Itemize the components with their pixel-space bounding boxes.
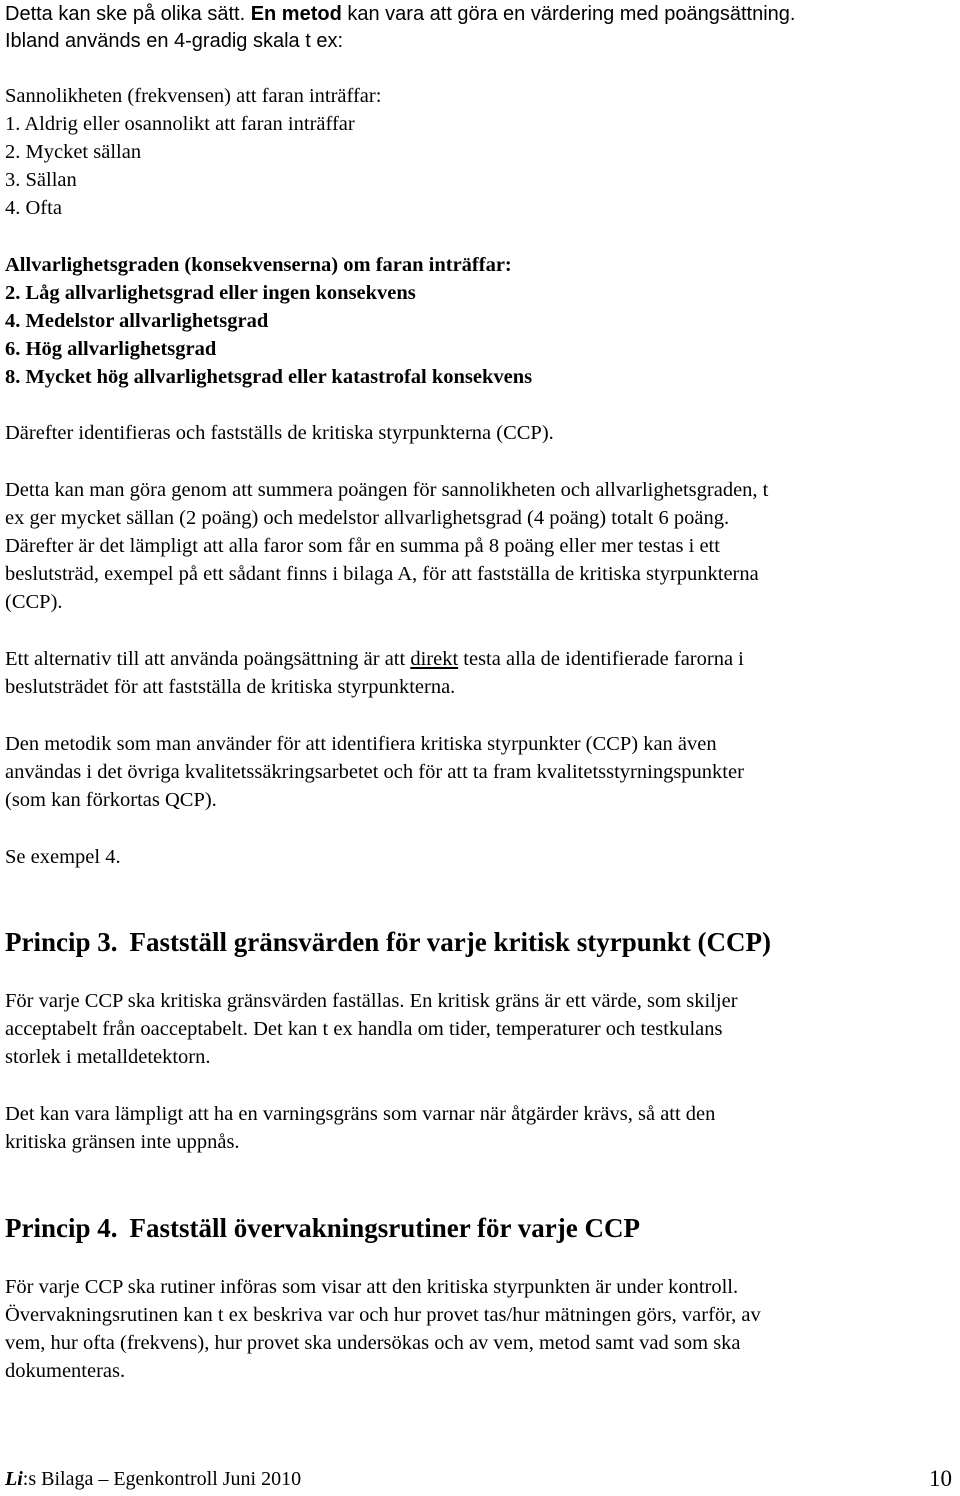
severity-item: 8. Mycket hög allvarlighetsgrad eller katastrofal konsekvens — [5, 366, 533, 388]
intro-text: Detta kan ske på olika sätt. — [5, 3, 251, 25]
severity-item: 6. Hög allvarlighetsgrad — [5, 338, 217, 360]
alternative-paragraph-line — [5, 645, 744, 673]
principle-3-title: Fastställ gränsvärden för varje kritisk styrpunkt (CCP) — [129, 927, 771, 957]
likelihood-item: 2. Mycket sällan — [5, 141, 142, 163]
page-number: 10 — [929, 1466, 952, 1491]
principle-4-paragraph-line: vem, hur ofta (frekvens), hur provet ska undersökas och av vem, metod samt vad som ska — [5, 1332, 741, 1354]
sum-paragraph-line: Därefter är det lämpligt att alla faror som får en summa på 8 poäng eller mer testas i ett — [5, 535, 720, 557]
sum-paragraph-line: ex ger mycket sällan (2 poäng) och medelstor allvarlighetsgrad (4 poäng) totalt 6 poäng. — [5, 507, 730, 529]
principle-3-paragraph-line: storlek i metalldetektorn. — [5, 1046, 211, 1068]
likelihood-heading: Sannolikheten (frekvensen) att faran inträffar: — [5, 85, 382, 107]
intro-text-cont: kan vara att göra en värdering med poängsättning. — [341, 3, 796, 25]
severity-item: 4. Medelstor allvarlighetsgrad — [5, 310, 269, 332]
alternative-text: Ett alternativ till att använda poängsättning är att — [5, 648, 411, 670]
principle-4-paragraph-line: Övervakningsrutinen kan t ex beskriva var och hur provet tas/hur mätningen görs, varför, av — [5, 1304, 761, 1326]
principle-3-number: Princip 3. — [5, 927, 118, 957]
sum-paragraph-line: beslutsträd, exempel på ett sådant finns i bilaga A, för att fastställa de kritiska styrpunkterna — [5, 563, 759, 585]
likelihood-item: 1. Aldrig eller osannolikt att faran inträffar — [5, 113, 355, 135]
principle-3-paragraph-line: acceptabelt från oacceptabelt. Det kan t ex handla om tider, temperaturer och testkulans — [5, 1018, 723, 1040]
identify-paragraph: Därefter identifieras och fastställs de kritiska styrpunkterna (CCP). — [5, 422, 554, 444]
see-example: Se exempel 4. — [5, 846, 121, 868]
method-paragraph-line: (som kan förkortas QCP). — [5, 789, 217, 811]
principle-4-number: Princip 4. — [5, 1213, 118, 1243]
likelihood-item: 4. Ofta — [5, 197, 62, 219]
principle-3-heading — [5, 925, 771, 959]
likelihood-item: 3. Sällan — [5, 169, 77, 191]
principle-3-paragraph-line: Det kan vara lämpligt att ha en varningsgräns som varnar när åtgärder krävs, så att den — [5, 1103, 716, 1125]
method-paragraph-line: Den metodik som man använder för att identifiera kritiska styrpunkter (CCP) kan även — [5, 733, 717, 755]
footer-brand-italic: Li — [5, 1468, 23, 1490]
principle-3-paragraph-line: kritiska gränsen inte uppnås. — [5, 1131, 240, 1153]
intro-line-1 — [5, 0, 795, 28]
severity-item: 2. Låg allvarlighetsgrad eller ingen konsekvens — [5, 282, 416, 304]
principle-3-paragraph-line: För varje CCP ska kritiska gränsvärden faställas. En kritisk gräns är ett värde, som skiljer — [5, 990, 738, 1012]
principle-4-heading — [5, 1211, 640, 1245]
underlined-word: direkt — [410, 648, 459, 670]
intro-line-2: Ibland används en 4-gradig skala t ex: — [5, 30, 343, 52]
alternative-text-cont: testa alla de identifierade farorna i — [458, 648, 744, 670]
principle-4-title: Fastställ övervakningsrutiner för varje CCP — [129, 1213, 640, 1243]
footer-brand-text: :s Bilaga – Egenkontroll Juni 2010 — [22, 1468, 302, 1490]
method-paragraph-line: användas i det övriga kvalitetssäkringsarbetet och för att ta fram kvalitetsstyrningspunkter — [5, 761, 744, 783]
sum-paragraph-line: Detta kan man göra genom att summera poängen för sannolikheten och allvarlighetsgraden, t — [5, 479, 769, 501]
alternative-paragraph-line: beslutsträdet för att fastställa de kritiska styrpunkterna. — [5, 676, 456, 698]
intro-bold-text: En metod — [250, 3, 342, 25]
sum-paragraph-line: (CCP). — [5, 591, 63, 613]
principle-4-paragraph-line: dokumenteras. — [5, 1360, 126, 1382]
severity-heading: Allvarlighetsgraden (konsekvenserna) om faran inträffar: — [5, 254, 512, 276]
principle-4-paragraph-line: För varje CCP ska rutiner införas som visar att den kritiska styrpunkten är under kontroll. — [5, 1276, 739, 1298]
footer-brand — [5, 1465, 301, 1493]
